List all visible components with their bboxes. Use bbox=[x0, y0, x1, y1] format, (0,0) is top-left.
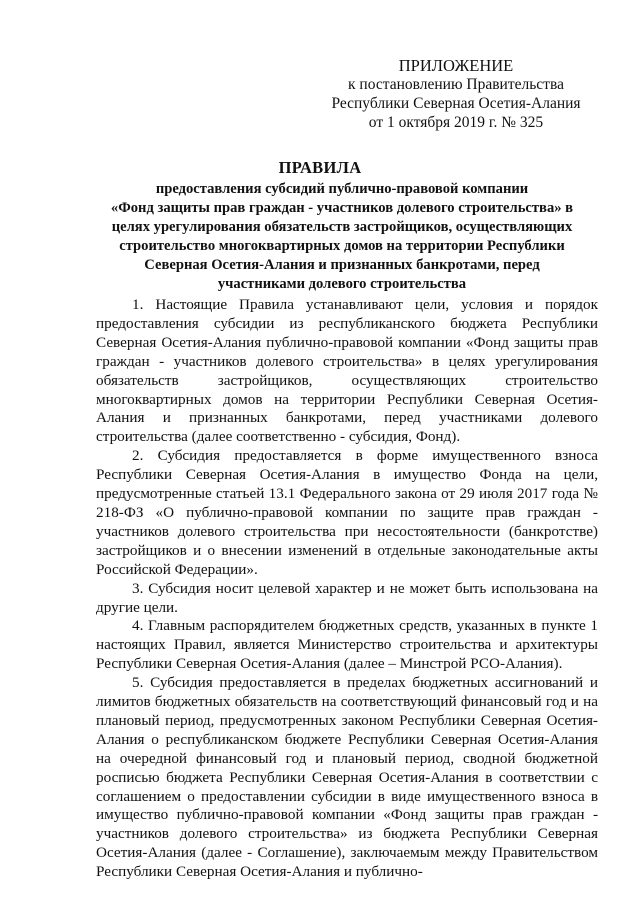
subtitle-line: Северная Осетия-Алания и признанных банкротами, перед bbox=[144, 257, 540, 273]
document-title: ПРАВИЛА bbox=[278, 158, 362, 177]
appendix-line-1: к постановлению Правительства bbox=[348, 76, 564, 93]
paragraph-1: 1. Настоящие Правила устанавливают цели, условия и порядок предоставления субсидии из республиканского бюджета Республики Северная Осетия-Алания публично-правовой компании «Фонд защиты прав граждан - участников долевого строительства» в целях урегулирования обязательств застройщиков, осуществляющих строительство многоквартирных домов на территории Республики Северная Осетия-Алания и признанных банкротами, перед участниками долевого строительства (далее соответственно - субсидия, Фонд). bbox=[96, 296, 598, 446]
subtitle-line: строительство многоквартирных домов на территории Республики bbox=[119, 238, 565, 254]
appendix-block bbox=[320, 56, 592, 132]
appendix-line-2: Республики Северная Осетия-Алания bbox=[331, 95, 581, 112]
paragraph-2: 2. Субсидия предоставляется в форме имущественного взноса Республики Северная Осетия-Алания в имущество Фонда на цели, предусмотренные статьей 13.1 Федерального закона от 29 июля 2017 года № 218-ФЗ «О публично-правовой компании по защите прав граждан - участников долевого строительства при несостоятельности (банкротстве) застройщиков и о внесении изменений в отдельные законодательные акты Российской Федерации». bbox=[96, 447, 598, 578]
paragraph-5: 5. Субсидия предоставляется в пределах бюджетных ассигнований и лимитов бюджетных обязательств на соответствующий финансовый год и на плановый период, предусмотренных законом Республики Северная Осетия-Алания о республиканском бюджете Республики Северная Осетия-Алания на очередной финансовый год и плановый период, сводной бюджетной росписью бюджета Республики Северная Осетия-Алания в соответствии с соглашением о предоставлении субсидии в виде имущественного взноса в имущество публично-правовой компании «Фонд защиты прав граждан - участников долевого строительства» из бюджета Республики Северная Осетия-Алания (далее - Соглашение), заключаемым между Правительством Республики Северная Осетия-Алания и публично- bbox=[96, 674, 598, 881]
subtitle-line: предоставления субсидий публично-правовой компании bbox=[155, 181, 529, 197]
paragraph-3: 3. Субсидия носит целевой характер и не может быть использована на другие цели. bbox=[96, 579, 598, 616]
appendix-line-3: от 1 октября 2019 г. № 325 bbox=[368, 114, 544, 131]
subtitle-line: целях урегулирования обязательств застройщиков, осуществляющих bbox=[111, 219, 573, 235]
document-body bbox=[96, 296, 598, 882]
subtitle-line: «Фонд защиты прав граждан - участников долевого строительства» в bbox=[110, 200, 574, 216]
document-subtitle bbox=[86, 180, 598, 294]
paragraph-4: 4. Главным распорядителем бюджетных средств, указанных в пункте 1 настоящих Правил, является Министерство строительства и архитектуры Республики Северная Осетия-Алания (далее – Минстрой РСО-Алания). bbox=[96, 617, 598, 673]
subtitle-line: участниками долевого строительства bbox=[217, 276, 467, 292]
appendix-heading: ПРИЛОЖЕНИЕ bbox=[398, 56, 514, 75]
